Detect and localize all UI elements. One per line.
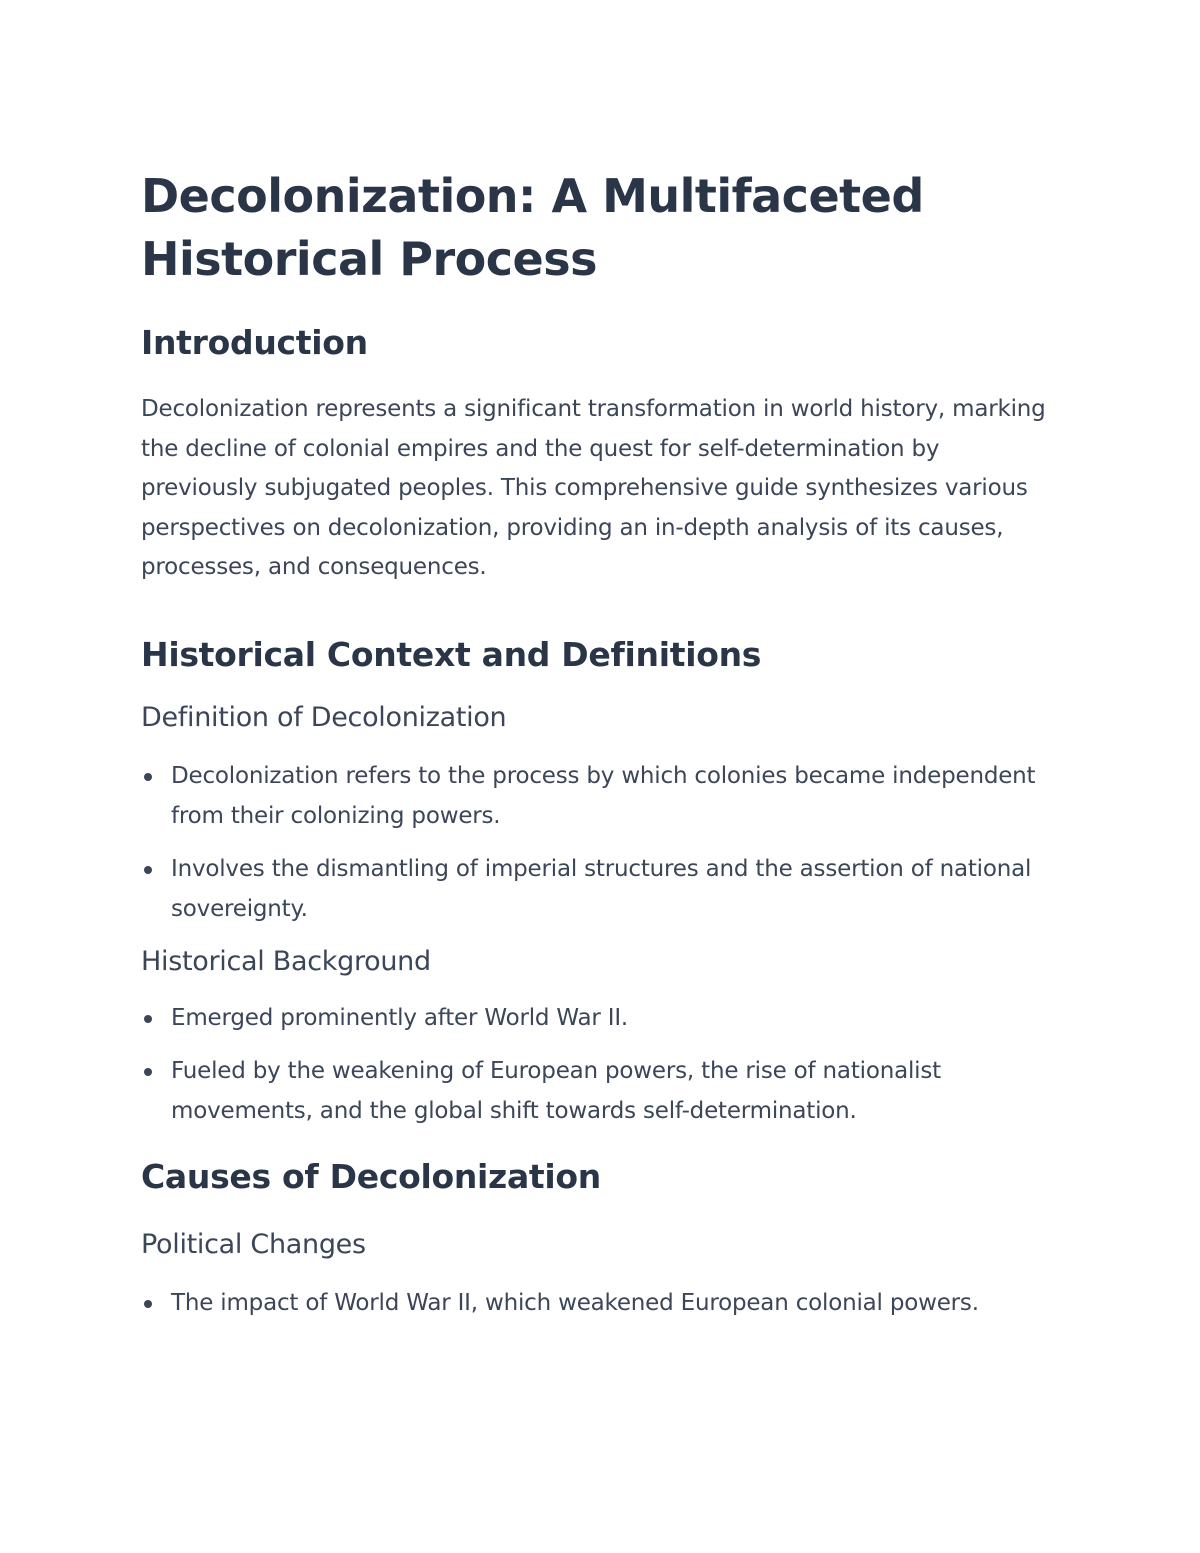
section-heading-historical-context: Historical Context and Definitions [141, 634, 762, 674]
document-title: Decolonization: A Multifaceted Historical Process [141, 169, 924, 286]
definition-list [141, 757, 1061, 929]
list-item [141, 1284, 1061, 1324]
list-item-text: Decolonization refers to the process by which colonies became independent from their colonizing powers. [171, 762, 1036, 829]
list-item-text: Involves the dismantling of imperial structures and the assertion of national sovereignty. [171, 856, 1032, 922]
bullet-icon [144, 1068, 152, 1076]
introduction-paragraph: Decolonization represents a significant transformation in world history, marking the decline of colonial empires and the quest for self-determination by previously subjugated peoples. This comprehensive guide synthesizes various perspectives on decolonization, providing an in-depth analysis of its causes, processes, and consequences. [141, 396, 1046, 581]
list-item [141, 850, 1061, 929]
background-list [141, 999, 1061, 1131]
list-item [141, 757, 1061, 836]
bullet-icon [144, 866, 152, 874]
list-item-text: Fueled by the weakening of European powers, the rise of nationalist movements, and the global shift towards self-determination. [171, 1057, 941, 1124]
subheading-definition: Definition of Decolonization [141, 701, 507, 733]
bullet-icon [144, 1015, 152, 1023]
list-item [141, 999, 1061, 1039]
list-item [141, 1052, 1061, 1131]
document-page [141, 165, 1061, 1324]
subheading-political-changes: Political Changes [141, 1229, 366, 1261]
section-heading-causes: Causes of Decolonization [141, 1157, 601, 1197]
political-list [141, 1284, 1061, 1324]
subheading-background: Historical Background [141, 946, 431, 978]
bullet-icon [144, 1300, 152, 1308]
list-item-text: The impact of World War II, which weakened European colonial powers. [171, 1290, 979, 1317]
bullet-icon [144, 773, 152, 781]
list-item-text: Emerged prominently after World War II. [171, 1005, 629, 1032]
section-heading-introduction: Introduction [141, 323, 368, 362]
